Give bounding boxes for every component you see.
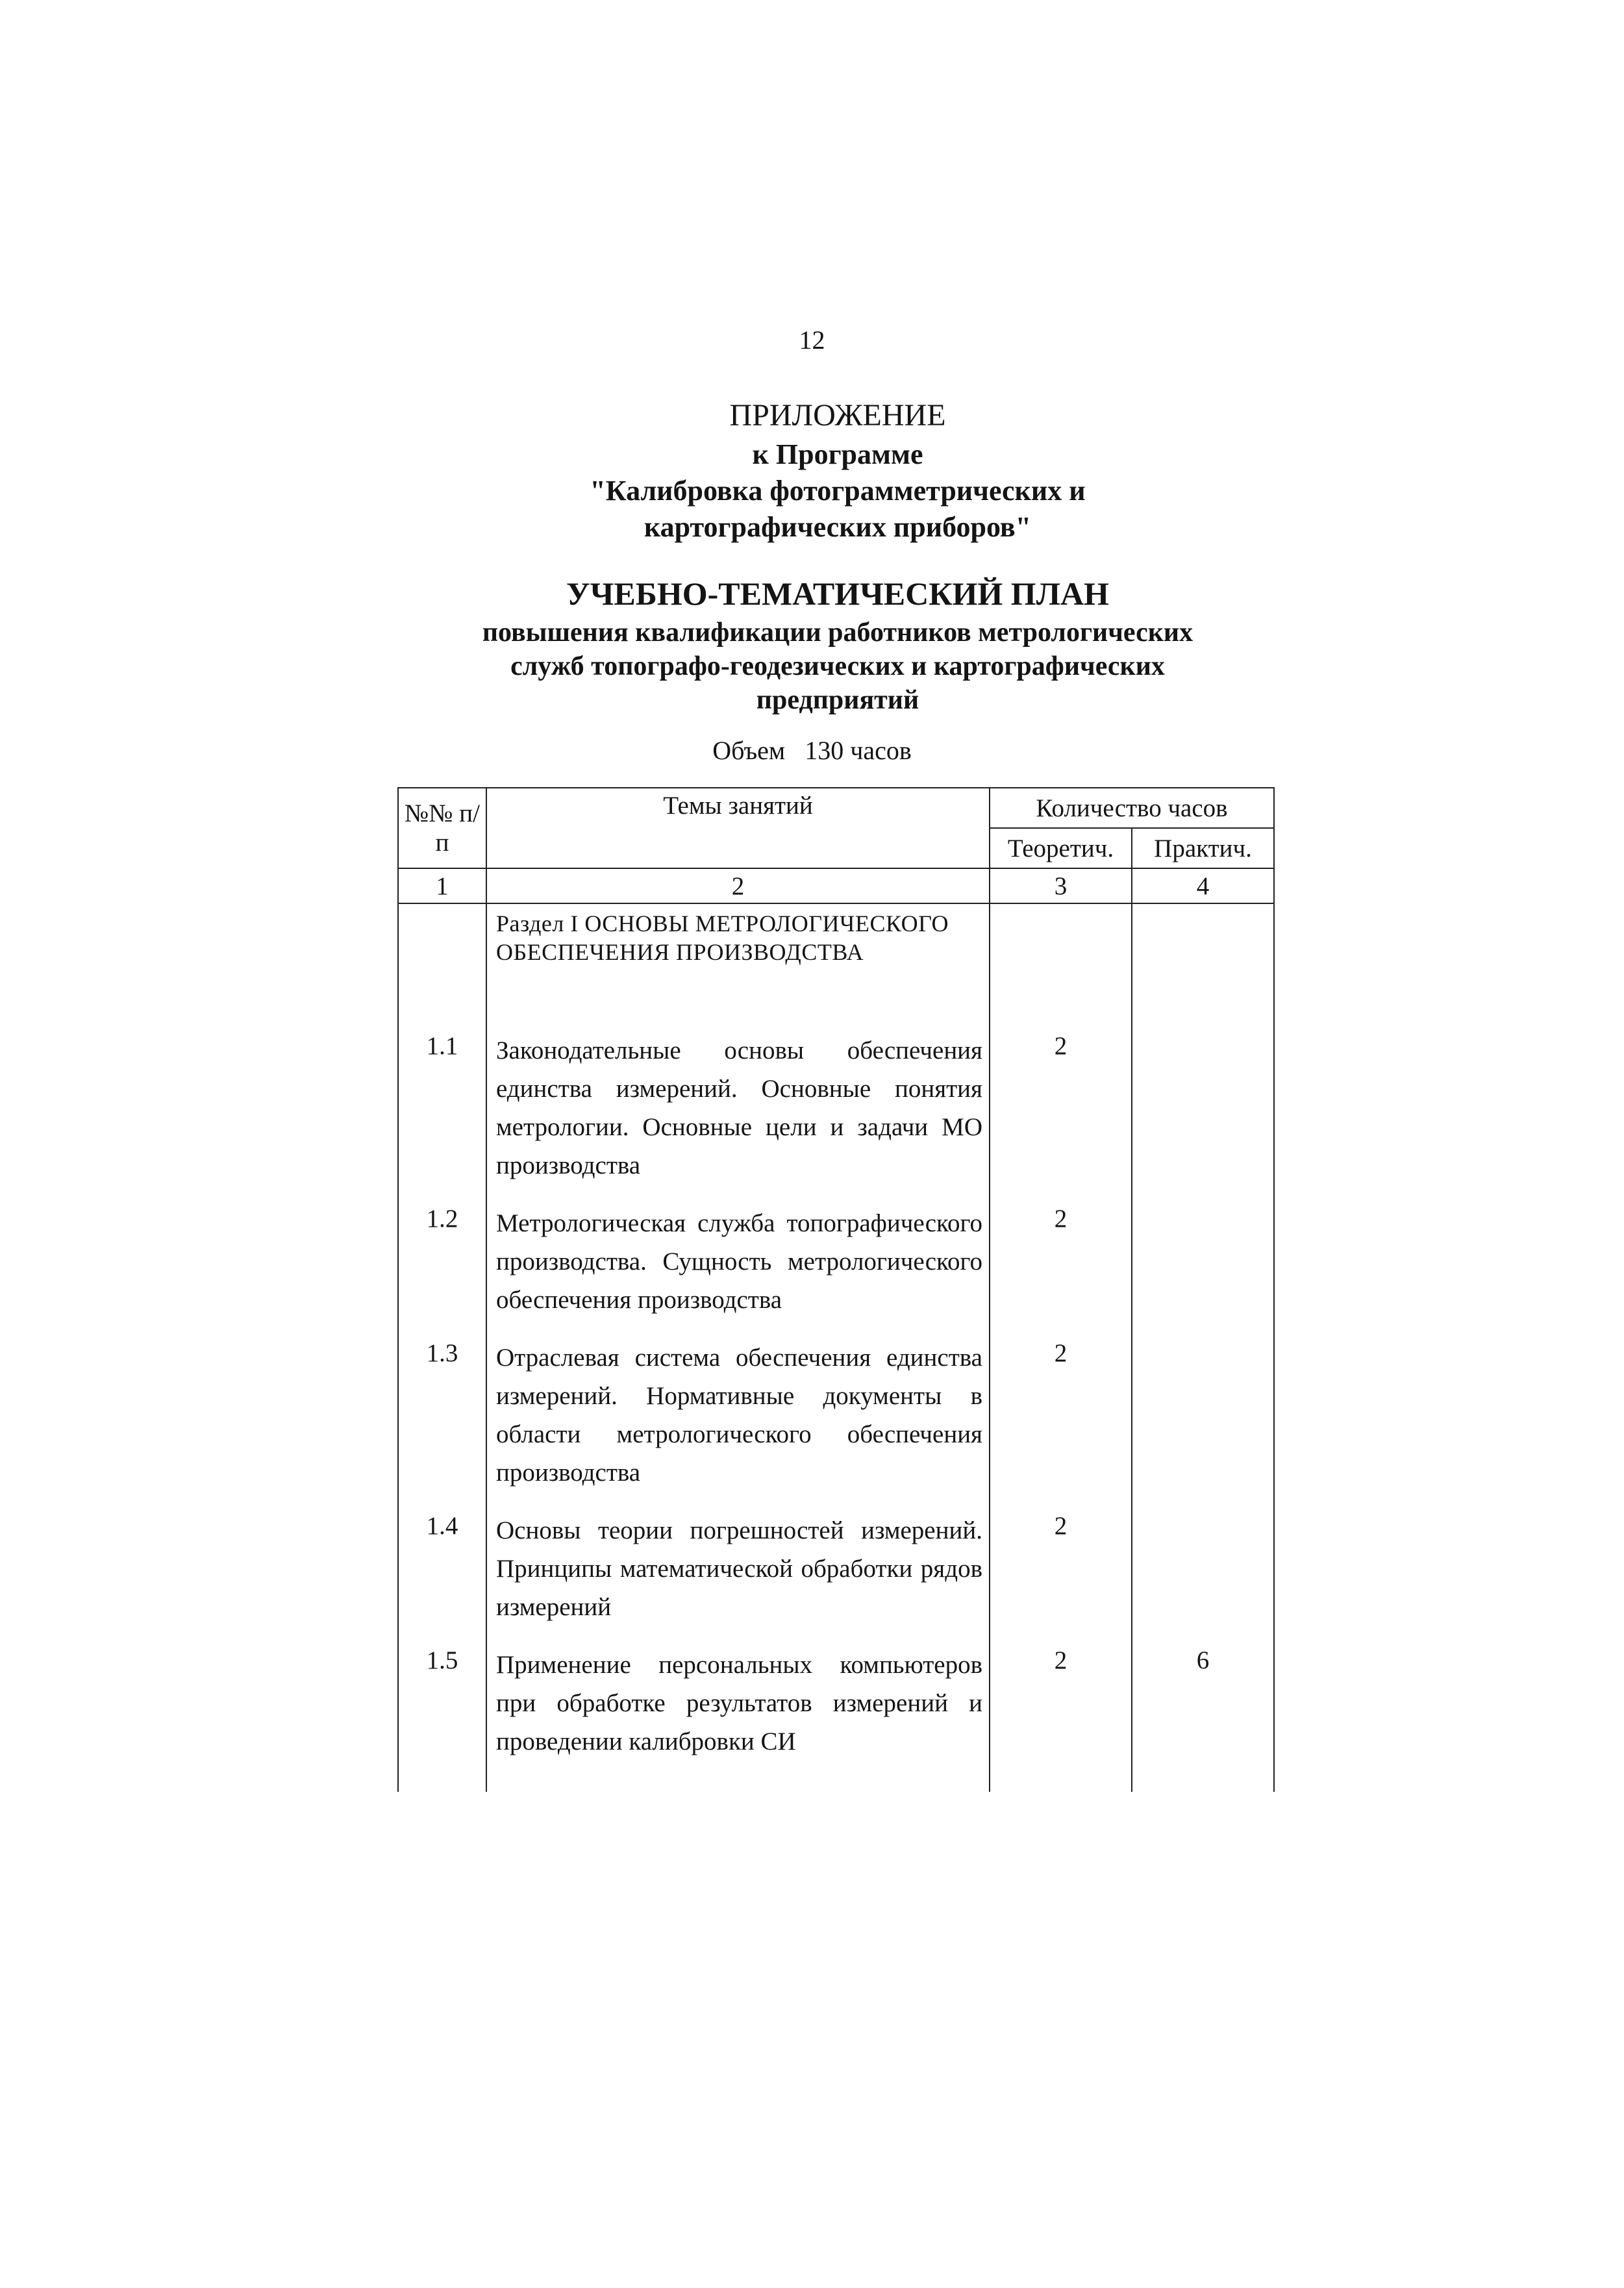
appendix-program-name-2: картографических приборов" bbox=[643, 511, 1032, 543]
appendix-program-ref: к Программе bbox=[752, 438, 923, 470]
header-practice: Практич. bbox=[1132, 828, 1274, 868]
table-row bbox=[398, 1506, 1274, 1641]
appendix-program-name-1: "Калибровка фотограмметрических и bbox=[590, 475, 1086, 507]
table-row bbox=[398, 1026, 1274, 1199]
table-row bbox=[398, 1333, 1274, 1506]
header-topic: Темы занятий bbox=[486, 788, 990, 868]
practice-hours bbox=[1132, 1333, 1274, 1506]
plan-subtitle-2: служб топографо-геодезических и картографических bbox=[510, 651, 1165, 681]
theory-hours: 2 bbox=[990, 1026, 1132, 1199]
column-index-row bbox=[398, 868, 1274, 903]
appendix-heading bbox=[390, 395, 1286, 546]
topic-number: 1.4 bbox=[398, 1506, 486, 1641]
column-index-cell: 1 bbox=[398, 868, 486, 903]
practice-hours: 6 bbox=[1132, 1641, 1274, 1775]
topic-title: Применение персональных компьютеров при обработке результатов измерений и проведении калибровки СИ bbox=[486, 1641, 990, 1775]
section-row bbox=[398, 903, 1274, 1026]
appendix-title: ПРИЛОЖЕНИЕ bbox=[729, 398, 946, 433]
column-index-cell: 2 bbox=[486, 868, 990, 903]
course-volume bbox=[0, 735, 1624, 766]
topic-title: Законодательные основы обеспечения единства измерений. Основные понятия метрологии. Основные цели и задачи МО производства bbox=[486, 1026, 990, 1199]
topic-title: Основы теории погрешностей измерений. Принципы математической обработки рядов измерений bbox=[486, 1506, 990, 1641]
volume-value: 130 часов bbox=[805, 736, 912, 765]
plan-heading bbox=[364, 572, 1312, 717]
column-index-cell: 4 bbox=[1132, 868, 1274, 903]
practice-hours bbox=[1132, 1506, 1274, 1641]
table-row bbox=[398, 1199, 1274, 1333]
topic-title: Метрологическая служба топографического производства. Сущность метрологического обеспечения производства bbox=[486, 1199, 990, 1333]
volume-label: Объем bbox=[712, 736, 786, 765]
theory-hours: 2 bbox=[990, 1199, 1132, 1333]
column-index-cell: 3 bbox=[990, 868, 1132, 903]
topic-number: 1.3 bbox=[398, 1333, 486, 1506]
section-title: Раздел I ОСНОВЫ МЕТРОЛОГИЧЕСКОГО ОБЕСПЕЧЕНИЯ ПРОИЗВОДСТВА bbox=[486, 903, 990, 1026]
topic-title: Отраслевая система обеспечения единства измерений. Нормативные документы в области метрологического обеспечения производства bbox=[486, 1333, 990, 1506]
table-row bbox=[398, 1641, 1274, 1775]
practice-hours bbox=[1132, 1026, 1274, 1199]
header-theory: Теоретич. bbox=[990, 828, 1132, 868]
topic-number: 1.5 bbox=[398, 1641, 486, 1775]
page-number: 12 bbox=[799, 325, 825, 355]
plan-title: УЧЕБНО-ТЕМАТИЧЕСКИЙ ПЛАН bbox=[566, 575, 1109, 612]
header-num: №№ п/п bbox=[398, 788, 486, 868]
table-continuation bbox=[398, 1775, 1274, 1792]
theory-hours: 2 bbox=[990, 1641, 1132, 1775]
curriculum-table bbox=[397, 787, 1275, 1792]
header-hours: Количество часов bbox=[990, 788, 1274, 828]
theory-hours: 2 bbox=[990, 1506, 1132, 1641]
topic-number: 1.1 bbox=[398, 1026, 486, 1199]
plan-subtitle-1: повышения квалификации работников метрологических bbox=[482, 618, 1193, 647]
theory-hours: 2 bbox=[990, 1333, 1132, 1506]
plan-subtitle-3: предприятий bbox=[756, 685, 919, 715]
practice-hours bbox=[1132, 1199, 1274, 1333]
topic-number: 1.2 bbox=[398, 1199, 486, 1333]
